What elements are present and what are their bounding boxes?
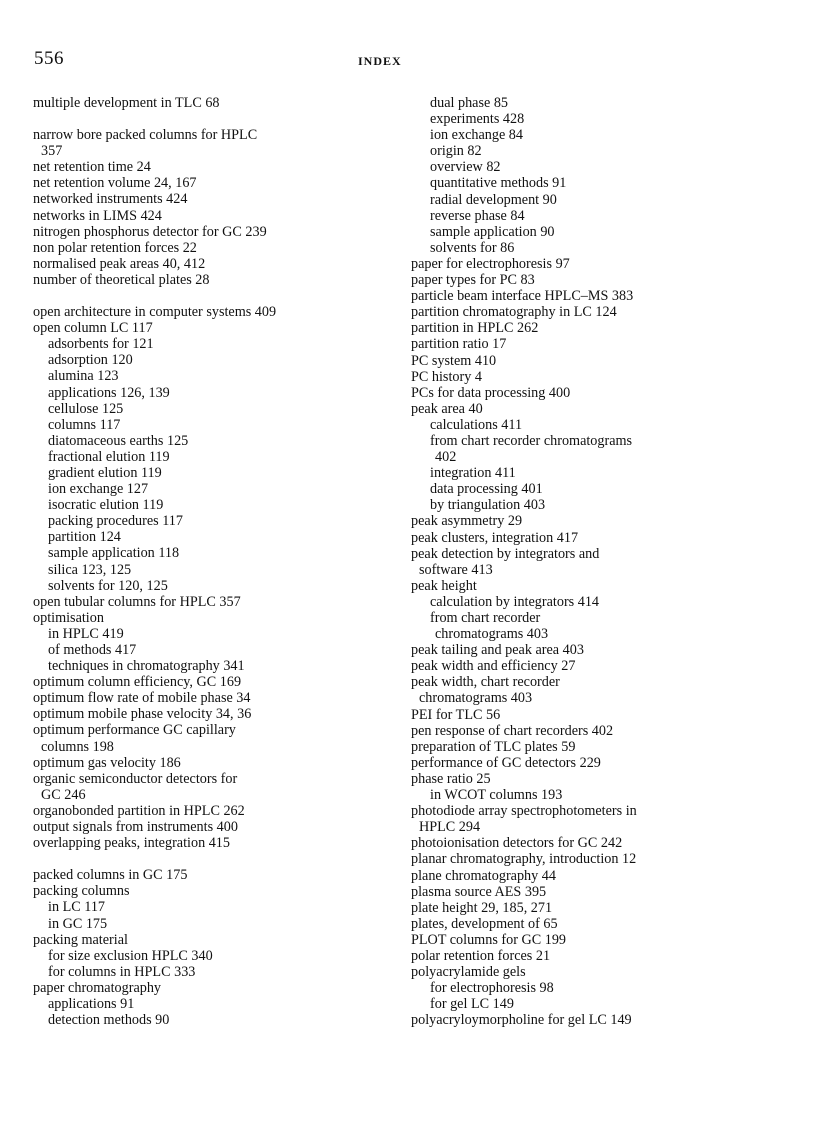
index-entry: plates, development of 65 <box>411 915 558 932</box>
index-entry: pen response of chart recorders 402 <box>411 722 614 739</box>
index-entry: photodiode array spectrophotometers in <box>411 803 637 820</box>
index-entry: narrow bore packed columns for HPLC <box>33 127 258 144</box>
index-entry: open architecture in computer systems 409 <box>33 304 277 321</box>
index-entry: organic semiconductor detectors for <box>33 770 238 787</box>
index-subentry: columns 198 <box>41 738 114 755</box>
index-subentry: packing procedures 117 <box>48 513 183 530</box>
index-entry: plane chromatography 44 <box>411 867 556 884</box>
index-entry: polyacrylamide gels <box>411 964 526 981</box>
index-subentry: calculation by integrators 414 <box>430 593 600 610</box>
index-entry: peak width, chart recorder <box>411 674 560 691</box>
index-subentry: partition 124 <box>48 529 121 546</box>
index-subentry: solvents for 120, 125 <box>48 577 168 594</box>
index-subentry: diatomaceous earths 125 <box>48 432 189 449</box>
index-entry: peak tailing and peak area 403 <box>411 642 584 659</box>
index-entry: paper types for PC 83 <box>411 272 535 289</box>
index-subentry: applications 91 <box>48 995 135 1012</box>
index-entry: net retention volume 24, 167 <box>33 175 197 192</box>
index-entry: partition ratio 17 <box>411 336 507 353</box>
index-subentry: 357 <box>41 143 63 160</box>
index-entry: photoionisation detectors for GC 242 <box>411 835 623 852</box>
index-column-left <box>33 95 378 1028</box>
index-subentry: of methods 417 <box>48 642 137 658</box>
index-entry: open tubular columns for HPLC 357 <box>33 593 241 610</box>
index-entry: optimum performance GC capillary <box>33 722 236 739</box>
index-subentry: software 413 <box>419 561 493 578</box>
index-subentry: solvents for 86 <box>430 239 515 256</box>
index-subentry: in WCOT columns 193 <box>430 787 563 804</box>
index-entry: particle beam interface HPLC–MS 383 <box>411 288 634 305</box>
index-subentry: overview 82 <box>430 159 501 176</box>
index-entry: open column LC 117 <box>33 320 153 337</box>
index-subentry: alumina 123 <box>48 368 119 385</box>
index-entry: PCs for data processing 400 <box>411 384 571 401</box>
index-subentry: for gel LC 149 <box>430 996 514 1013</box>
index-subentry: data processing 401 <box>430 481 543 498</box>
index-subentry: integration 411 <box>430 465 516 482</box>
index-subentry: detection methods 90 <box>48 1012 170 1029</box>
index-subentry: by triangulation 403 <box>430 497 546 514</box>
index-entry: phase ratio 25 <box>411 770 491 787</box>
index-subentry: applications 126, 139 <box>48 384 170 401</box>
index-subentry: dual phase 85 <box>430 95 509 111</box>
index-entry: partition in HPLC 262 <box>411 320 539 337</box>
index-subentry: chromatograms 403 <box>435 626 549 643</box>
index-subentry: for columns in HPLC 333 <box>48 963 196 980</box>
index-entry: networked instruments 424 <box>33 191 188 208</box>
index-entry: partition chromatography in LC 124 <box>411 304 617 321</box>
index-entry: packing material <box>33 931 128 948</box>
index-subentry: in LC 117 <box>48 899 106 916</box>
index-entry: output signals from instruments 400 <box>33 819 238 836</box>
index-entry: packed columns in GC 175 <box>33 867 188 884</box>
index-subentry: gradient elution 119 <box>48 464 162 481</box>
index-column-right <box>411 95 791 1028</box>
index-entry: planar chromatography, introduction 12 <box>411 851 637 868</box>
index-subentry: quantitative methods 91 <box>430 175 567 192</box>
index-entry: optimum gas velocity 186 <box>33 754 181 771</box>
index-subentry: fractional elution 119 <box>48 448 170 465</box>
index-entry: PC system 410 <box>411 352 497 369</box>
index-subentry: columns 117 <box>48 416 121 433</box>
index-entry: networks in LIMS 424 <box>33 207 162 224</box>
index-entry: optimisation <box>33 609 104 626</box>
index-entry: plasma source AES 395 <box>411 883 547 900</box>
index-entry: plate height 29, 185, 271 <box>411 899 553 916</box>
index-entry: peak area 40 <box>411 400 483 417</box>
index-entry: nitrogen phosphorus detector for GC 239 <box>33 223 267 240</box>
index-entry: paper for electrophoresis 97 <box>411 255 570 272</box>
index-entry: non polar retention forces 22 <box>33 239 197 256</box>
index-subentry: 402 <box>435 449 457 466</box>
index-subentry: chromatograms 403 <box>419 690 533 707</box>
index-subentry: ion exchange 127 <box>48 481 149 498</box>
index-entry: organobonded partition in HPLC 262 <box>33 802 245 819</box>
index-subentry: sample application 90 <box>430 223 555 240</box>
index-subentry: ion exchange 84 <box>430 127 523 144</box>
index-entry: peak asymmetry 29 <box>411 513 523 530</box>
index-entry: preparation of TLC plates 59 <box>411 738 576 755</box>
index-entry: polyacryloymorpholine for gel LC 149 <box>411 1012 632 1029</box>
index-entry: PLOT columns for GC 199 <box>411 931 567 948</box>
index-subentry: origin 82 <box>430 143 482 160</box>
index-subentry: calculations 411 <box>430 416 523 433</box>
index-entry: optimum mobile phase velocity 34, 36 <box>33 706 252 723</box>
index-subentry: silica 123, 125 <box>48 561 132 578</box>
index-subentry: experiments 428 <box>430 111 525 128</box>
index-entry: peak detection by integrators and <box>411 545 600 562</box>
index-subentry: from chart recorder <box>430 610 541 626</box>
index-entry: multiple development in TLC 68 <box>33 95 220 111</box>
index-entry: overlapping peaks, integration 415 <box>33 835 230 852</box>
index-entry: net retention time 24 <box>33 159 151 176</box>
index-entry: peak height <box>411 577 477 594</box>
index-entry: PC history 4 <box>411 368 482 385</box>
index-subentry: adsorption 120 <box>48 352 133 369</box>
index-entry: number of theoretical plates 28 <box>33 271 210 288</box>
index-subentry: adsorbents for 121 <box>48 336 154 353</box>
index-subentry: in GC 175 <box>48 915 108 932</box>
index-subentry: in HPLC 419 <box>48 625 124 642</box>
index-entry: peak width and efficiency 27 <box>411 658 576 675</box>
index-entry: peak clusters, integration 417 <box>411 529 579 546</box>
index-subentry: techniques in chromatography 341 <box>48 658 245 675</box>
index-subentry: cellulose 125 <box>48 400 124 417</box>
index-entry: optimum column efficiency, GC 169 <box>33 674 242 691</box>
index-subentry: from chart recorder chromatograms <box>430 432 633 449</box>
index-entry: packing columns <box>33 883 130 900</box>
index-entry: PEI for TLC 56 <box>411 706 501 723</box>
index-subentry: radial development 90 <box>430 191 557 208</box>
index-subentry: isocratic elution 119 <box>48 497 164 514</box>
index-subentry: for size exclusion HPLC 340 <box>48 947 213 964</box>
running-head: INDEX <box>358 54 402 68</box>
index-entry: polar retention forces 21 <box>411 947 551 964</box>
index-subentry: sample application 118 <box>48 545 180 562</box>
index-entry: performance of GC detectors 229 <box>411 754 601 771</box>
index-entry: optimum flow rate of mobile phase 34 <box>33 690 251 707</box>
index-subentry: for electrophoresis 98 <box>430 980 554 997</box>
index-entry: paper chromatography <box>33 979 162 996</box>
index-subentry: GC 246 <box>41 786 86 803</box>
index-subentry: reverse phase 84 <box>430 207 525 224</box>
page-number: 556 <box>34 48 64 69</box>
index-subentry: HPLC 294 <box>419 819 481 836</box>
index-entry: normalised peak areas 40, 412 <box>33 255 206 272</box>
